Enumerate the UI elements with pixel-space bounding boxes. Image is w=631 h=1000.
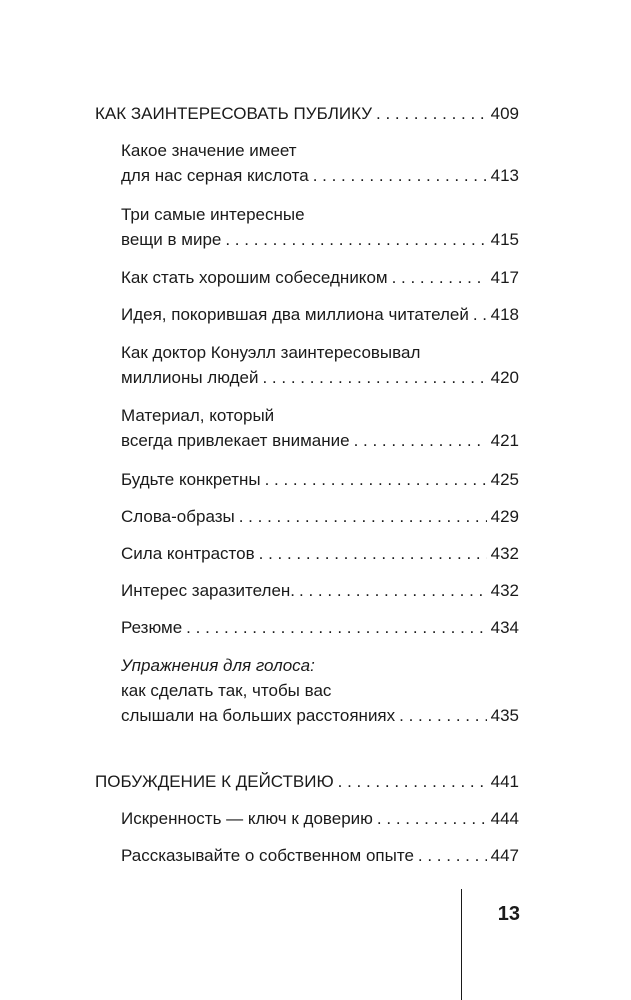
toc-entry-title: Как стать хорошим собеседником — [121, 268, 388, 287]
page-number: 13 — [497, 903, 520, 925]
leader-dots — [392, 265, 487, 290]
toc-subentry[interactable] — [121, 302, 519, 327]
toc-page-number: 421 — [490, 431, 519, 450]
toc-entry-title: Будьте конкретны — [121, 470, 261, 489]
leader-dots — [354, 428, 487, 453]
toc-entry-title-line: Три самые интересные — [121, 205, 305, 224]
toc-entry-title: КАК ЗАИНТЕРЕСОВАТЬ ПУБЛИКУ — [95, 104, 372, 123]
toc-entry-title: всегда привлекает внимание — [121, 431, 350, 450]
toc-page-number: 418 — [490, 305, 519, 324]
toc-subentry[interactable] — [121, 653, 519, 728]
leader-dots — [265, 467, 487, 492]
toc-page-number: 409 — [490, 104, 519, 123]
vertical-rule — [461, 889, 462, 1000]
leader-dots — [186, 615, 486, 640]
toc-entry-title: вещи в мире — [121, 230, 222, 249]
toc-entry-title: Слова-образы — [121, 507, 235, 526]
toc-subentry[interactable] — [121, 202, 519, 252]
toc-subentry[interactable] — [121, 541, 519, 566]
toc-entry-title: Резюме — [121, 618, 183, 637]
leader-dots — [399, 703, 486, 728]
toc-entry-title: Идея, покорившая два миллиона читателей — [121, 305, 469, 324]
toc-page-number: 413 — [490, 166, 519, 185]
toc-subentry[interactable] — [121, 138, 519, 188]
toc-page-number: 432 — [490, 544, 519, 563]
toc-section-entry[interactable] — [95, 101, 519, 126]
leader-dots — [225, 227, 486, 252]
leader-dots — [262, 365, 486, 390]
toc-entry-title-line: Упражнения для голоса: — [121, 656, 315, 675]
toc-entry-title: слышали на больших расстояниях — [121, 706, 396, 725]
toc-page-number: 417 — [490, 268, 519, 287]
toc-page-number: 429 — [490, 507, 519, 526]
toc-subentry[interactable] — [121, 843, 519, 868]
leader-dots — [299, 578, 487, 603]
toc-entry-title: ПОБУЖДЕНИЕ К ДЕЙСТВИЮ — [95, 772, 334, 791]
leader-dots — [473, 302, 487, 327]
leader-dots — [239, 504, 487, 529]
toc-entry-title: для нас серная кислота — [121, 166, 309, 185]
toc-page-number: 420 — [490, 368, 519, 387]
toc-subentry[interactable] — [121, 615, 519, 640]
toc-page-number: 415 — [490, 230, 519, 249]
toc-entry-title-line: Материал, который — [121, 406, 275, 425]
toc-page-number: 434 — [490, 618, 519, 637]
toc-page-number: 432 — [490, 581, 519, 600]
leader-dots — [418, 843, 487, 868]
toc-entry-title: Сила контрастов — [121, 544, 255, 563]
toc-page-number: 447 — [490, 846, 519, 865]
leader-dots — [376, 101, 487, 126]
toc-section-entry[interactable] — [95, 769, 519, 794]
toc-entry-title: миллионы людей — [121, 368, 259, 387]
leader-dots — [313, 163, 487, 188]
toc-entry-title-line: как сделать так, чтобы вас — [121, 681, 332, 700]
toc-subentry[interactable] — [121, 467, 519, 492]
toc-entry-title: Искренность — ключ к доверию — [121, 809, 373, 828]
leader-dots — [377, 806, 487, 831]
toc-subentry[interactable] — [121, 403, 519, 453]
toc-page-number: 441 — [490, 772, 519, 791]
toc-subentry[interactable] — [121, 806, 519, 831]
leader-dots — [338, 769, 487, 794]
toc-subentry[interactable] — [121, 578, 519, 603]
toc-subentry[interactable] — [121, 504, 519, 529]
toc-page-number: 444 — [490, 809, 519, 828]
toc-entry-title-line: Как доктор Конуэлл заинтересовывал — [121, 343, 421, 362]
toc-page-number: 435 — [490, 706, 519, 725]
leader-dots — [259, 541, 487, 566]
toc-subentry[interactable] — [121, 265, 519, 290]
toc-entry-title-line: Какое значение имеет — [121, 141, 297, 160]
toc-entry-title: Интерес заразителен. — [121, 581, 296, 600]
toc-subentry[interactable] — [121, 340, 519, 390]
toc-page-number: 425 — [490, 470, 519, 489]
toc-entry-title: Рассказывайте о собственном опыте — [121, 846, 414, 865]
